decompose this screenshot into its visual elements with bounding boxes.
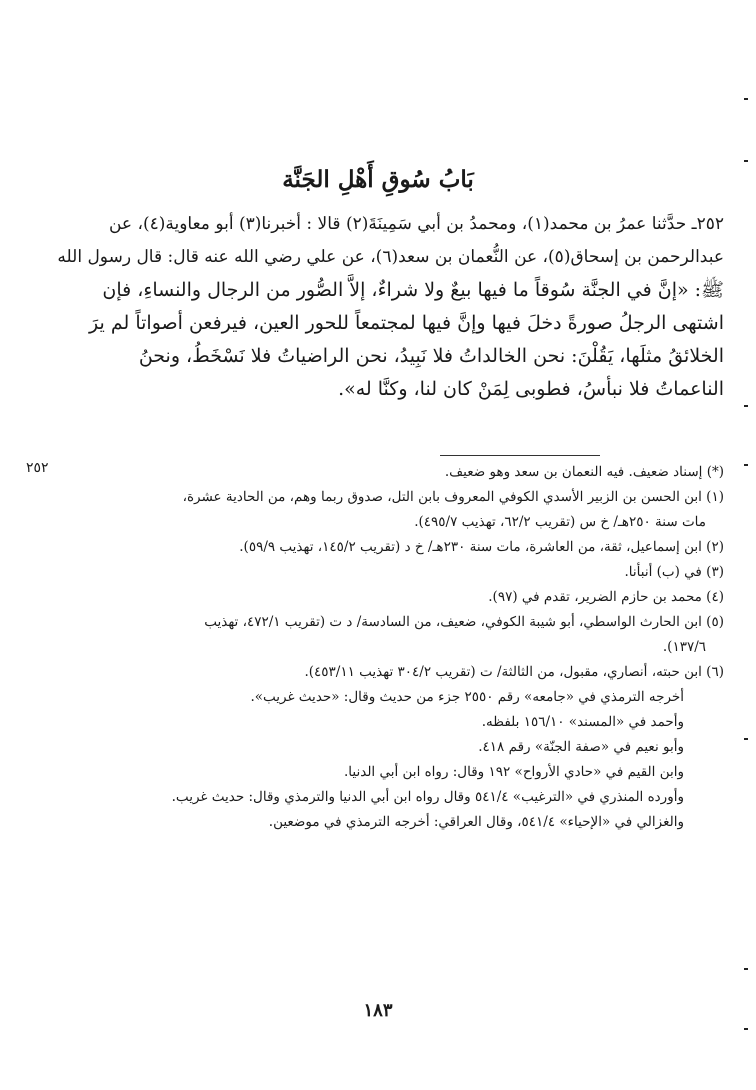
hadith-line: عبدالرحمن بن إسحاق(٥)، عن النُّعمان بن سعد(٦)، عن علي رضي الله عنه قال: قال رسول الله bbox=[57, 247, 724, 267]
edge-mark bbox=[744, 1028, 748, 1030]
takhrij-line: وأحمد في «المسند» ١٥٦/١٠ بلفظه. bbox=[481, 714, 684, 730]
page-number: ١٨٣ bbox=[363, 1000, 393, 1021]
footnote: (*) إسناد ضعيف. فيه النعمان بن سعد وهو ضعيف. bbox=[444, 464, 724, 480]
footnote: (٤) محمد بن حازم الضرير، تقدم في (٩٧). bbox=[488, 589, 724, 605]
hadith-line: ٢٥٢ـ حدَّثنا عمرُ بن محمد(١)، ومحمدُ بن أبي سَمِينَةَ(٢) قالا : أخبرنا(٣) أبو معاوية(٤)، عن bbox=[108, 214, 724, 234]
footnote-divider bbox=[440, 455, 600, 456]
hadith-text bbox=[34, 208, 724, 406]
footnote: (٦) ابن حبته، أنصاري، مقبول، من الثالثة/ ت (تقريب ٣٠٤/٢ تهذيب ٤٥٣/١١). bbox=[304, 664, 724, 680]
footnote: (٣) في (ب) أنبأنا. bbox=[624, 564, 724, 580]
takhrij-line: وأبو نعيم في «صفة الجنّة» رقم ٤١٨. bbox=[478, 739, 684, 755]
hadith-line: اشتهى الرجلُ صورةً دخلَ فيها وإنَّ فيها لمجتمعاً للحور العين، فيرفعن أصواتاً لم يرَ bbox=[89, 312, 724, 334]
footnote: (٢) ابن إسماعيل، ثقة، من العاشرة، مات سنة ٢٣٠هـ/ خ د (تقريب ١٤٥/٢، تهذيب ٥٩/٩). bbox=[239, 539, 724, 555]
edge-mark bbox=[744, 160, 748, 162]
side-hadith-number: ٢٥٢ bbox=[26, 460, 49, 476]
footnote-continuation: مات سنة ٢٥٠هـ/ خ س (تقريب ٦٢/٢، تهذيب ٤٩٥/٧). bbox=[414, 514, 706, 530]
takhrij-line: وابن القيم في «حادي الأرواح» ١٩٢ وقال: رواه ابن أبي الدنيا. bbox=[344, 764, 684, 780]
hadith-line: الخلائقُ مثلَها، يَقُلْنَ: نحن الخالداتُ فلا نَبِيدُ، نحن الراضياتُ فلا نَسْخَطُ، ونحنُ bbox=[138, 345, 724, 367]
takhrij-line: والغزالي في «الإحياء» ٥٤١/٤، وقال العراقي: أخرجه الترمذي في موضعين. bbox=[268, 814, 684, 830]
footnote: (٥) ابن الحارث الواسطي، أبو شيبة الكوفي، ضعيف، من السادسة/ د ت (تقريب ٤٧٢/١، تهذيب bbox=[204, 614, 724, 630]
takhrij-line: أخرجه الترمذي في «جامعه» رقم ٢٥٥٠ جزء من حديث وقال: «حديث غريب». bbox=[250, 689, 684, 705]
hadith-line: الناعماتُ فلا نبأسُ، فطوبى لِمَنْ كان لنا، وكنَّا له». bbox=[338, 378, 724, 400]
takhrij-line: وأورده المنذري في «الترغيب» ٥٤١/٤ وقال رواه ابن أبي الدنيا والترمذي وقال: حديث غريب. bbox=[171, 789, 684, 805]
edge-mark bbox=[744, 464, 748, 466]
edge-mark bbox=[744, 968, 748, 970]
footnote: (١) ابن الحسن بن الزبير الأسدي الكوفي المعروف بابن التل، صدوق ربما وهم، من الحادية عشرة، bbox=[182, 489, 724, 505]
edge-mark bbox=[744, 405, 748, 407]
hadith-line: ﷺ: «إنَّ في الجنَّة سُوقاً ما فيها بيعٌ ولا شراءٌ، إلاَّ الصُّور من الرجال والنساءِ، فإن bbox=[102, 279, 724, 301]
chapter-title: بَابُ سُوقِ أَهْلِ الجَنَّة bbox=[282, 166, 474, 193]
edge-mark bbox=[744, 738, 748, 740]
footnote-continuation: ١٣٧/٦). bbox=[662, 639, 706, 655]
edge-mark bbox=[744, 98, 748, 100]
footnotes bbox=[30, 460, 724, 835]
